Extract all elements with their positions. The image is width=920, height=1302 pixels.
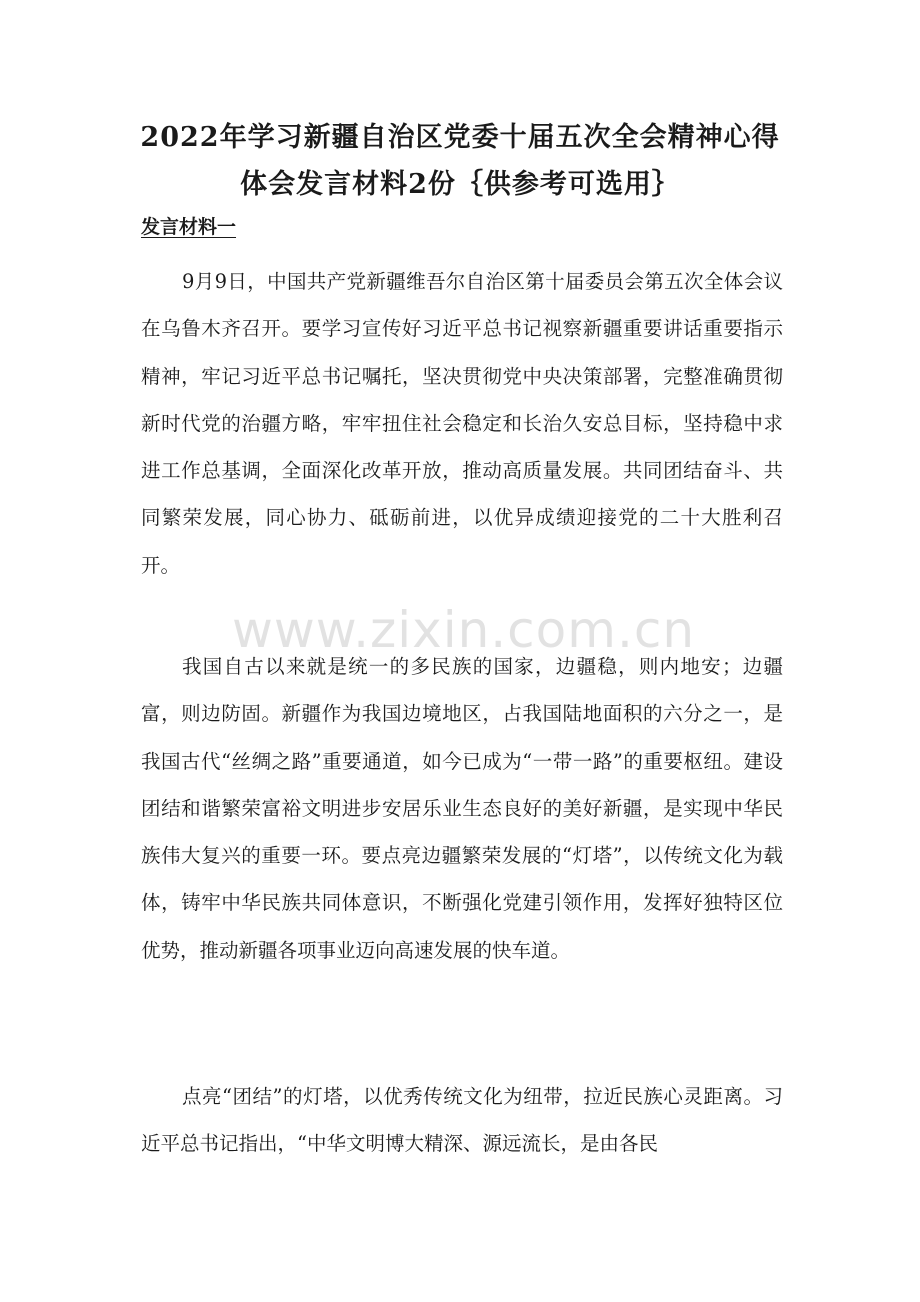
section-heading: 发言材料一 <box>141 216 237 238</box>
body-paragraph-3: 点亮“团结”的灯塔，以优秀传统文化为纽带，拉近民族心灵距离。习近平总书记指出，“中华文明博大精深、源远流长，是由各民 <box>141 1085 783 1156</box>
document-title-line-1: 2022年学习新疆自治区党委十届五次全会精神心得 <box>140 122 780 153</box>
body-paragraph-1: 9月9日，中国共产党新疆维吾尔自治区第十届委员会第五次全体会议在乌鲁木齐召开。要学习宣传好习近平总书记视察新疆重要讲话重要指示精神，牢记习近平总书记嘱托，坚决贯彻党中央决策部署，完整准确贯彻新时代党的治疆方略，牢牢扭住社会稳定和长治久安总目标，坚持稳中求进工作总基调，全面深化改革开放，推动高质量发展。共同团结奋斗、共同繁荣发展，同心协力、砥砺前进，以优异成绩迎接党的二十大胜利召开。 <box>141 270 783 577</box>
watermark: www.zixin.com.cn <box>232 601 696 659</box>
body-paragraph-2: 我国自古以来就是统一的多民族的国家，边疆稳，则内地安；边疆富，则边防固。新疆作为我国边境地区，占我国陆地面积的六分之一，是我国古代“丝绸之路”重要通道，如今已成为“一带一路”的重要枢纽。建设团结和谐繁荣富裕文明进步安居乐业生态良好的美好新疆，是实现中华民族伟大复兴的重要一环。要点亮边疆繁荣发展的“灯塔”，以传统文化为载体，铸牢中华民族共同体意识，不断强化党建引领作用，发挥好独特区位优势，推动新疆各项事业迈向高速发展的快车道。 <box>141 655 783 962</box>
document-title-line-2: 体会发言材料2份｛供参考可选用｝ <box>240 169 680 200</box>
